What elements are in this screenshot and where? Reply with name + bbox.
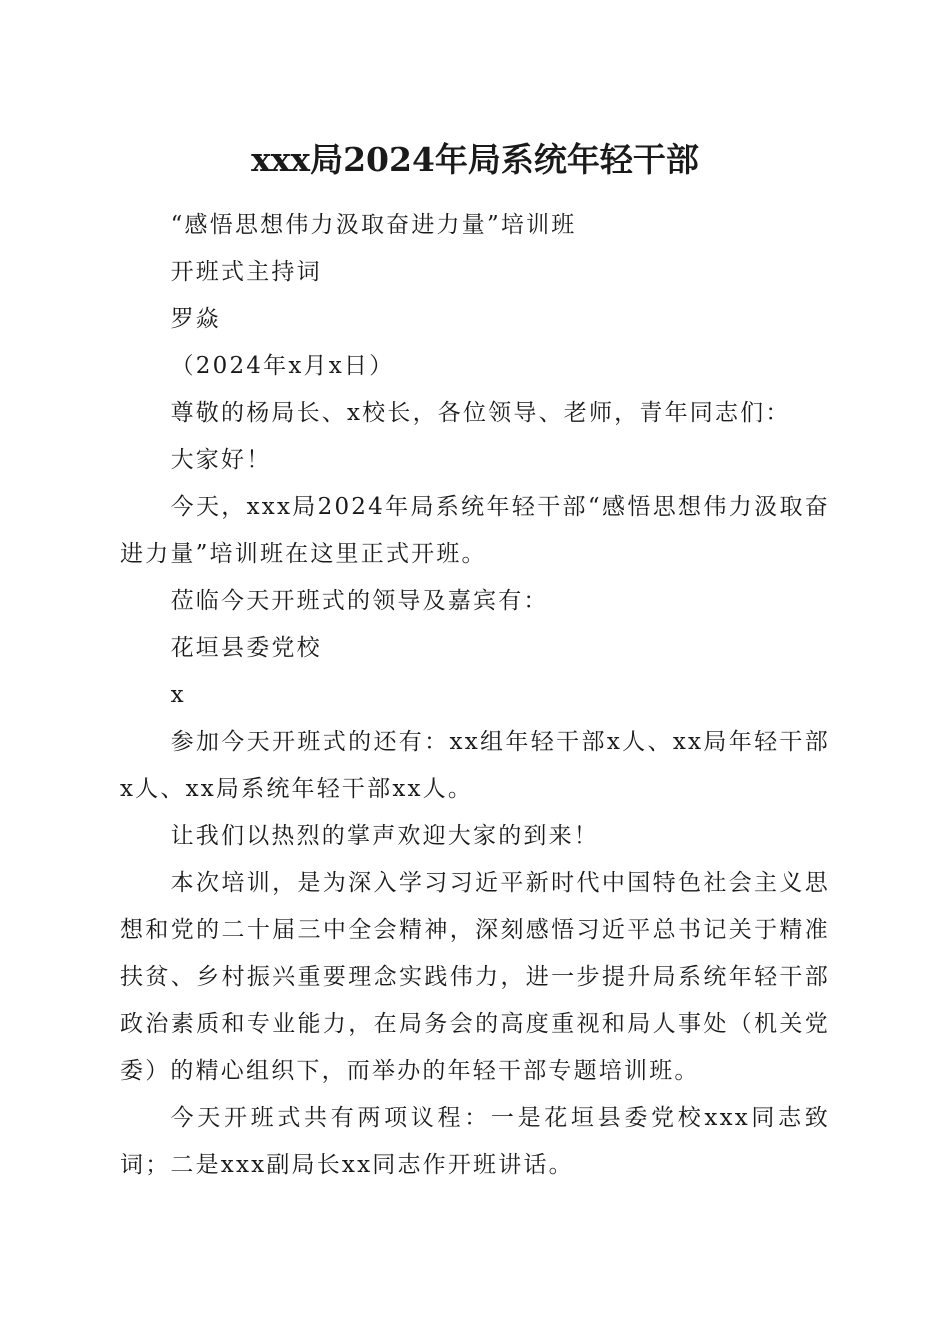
paragraph-salutation: 尊敬的杨局长、x校长，各位领导、老师，青年同志们： (170, 400, 791, 426)
paragraph-welcome: 让我们以热烈的掌声欢迎大家的到来！ (170, 823, 599, 849)
paragraph-author: 罗焱 (170, 306, 221, 332)
paragraph-guests-intro: 莅临今天开班式的领导及嘉宾有： (170, 588, 549, 614)
paragraph-date: （2024年x月x日） (170, 353, 395, 379)
paragraph-guest-org: 花垣县委党校 (170, 635, 322, 661)
paragraph-greeting: 大家好！ (170, 447, 272, 473)
paragraph-opening: 今天，xxx局2024年局系统年轻干部“感悟思想伟力汲取奋进力量”培训班在这里正式开班。 (120, 494, 830, 567)
document-title: xxx局2024年局系统年轻干部 (251, 140, 699, 179)
paragraph-guest-name: x (170, 682, 186, 708)
paragraph-attendees: 参加今天开班式的还有：xx组年轻干部x人、xx局年轻干部x人、xx局系统年轻干部xx人。 (120, 729, 830, 802)
paragraph-agenda: 今天开班式共有两项议程：一是花垣县委党校xxx同志致词；二是xxx副局长xx同志作开班讲话。 (120, 1105, 830, 1178)
paragraph-subtitle: 开班式主持词 (170, 259, 322, 285)
paragraph-purpose: 本次培训，是为深入学习习近平新时代中国特色社会主义思想和党的二十届三中全会精神，深刻感悟习近平总书记关于精准扶贫、乡村振兴重要理念实践伟力，进一步提升局系统年轻干部政治素质和专业能力，在局务会的高度重视和局人事处（机关党委）的精心组织下，而举办的年轻干部专题培训班。 (120, 870, 830, 1084)
paragraph-training-name: “感悟思想伟力汲取奋进力量”培训班 (170, 212, 577, 238)
document-body (120, 202, 830, 1189)
